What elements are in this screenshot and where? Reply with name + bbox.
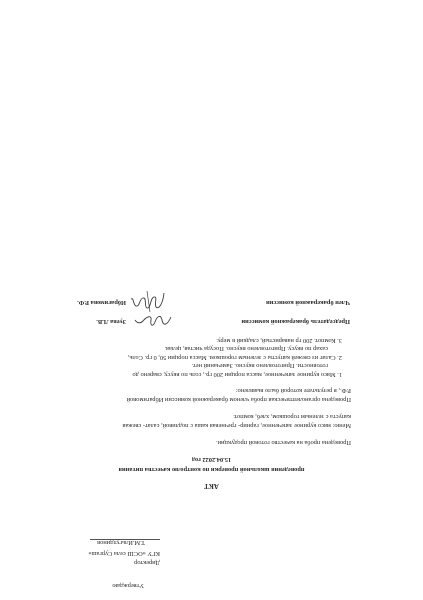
list-item-1-line-1: 1. Мясо куриное запеченное, масса порции 200 гр., соль по вкусу, сварено до	[132, 371, 342, 378]
list-item-2-line-2: сахар по вкусу. Приготовлено вкусно. Посуда чистая, целая.	[164, 345, 328, 352]
list-item-2-line-1: 2. Салат из свежей капусты с зеленым горошком. Масса порции 50, 0 гр. Соль,	[127, 354, 342, 361]
menu-line-1: Меню: мясо куриное запеченное, гарнир- гречневая каша с подливой, салат- свежая	[122, 422, 351, 429]
approval-label: Утверждаю	[112, 582, 144, 589]
list-item-3: 3. Компот. 200 гр наваристый, сладкий в меру.	[216, 337, 342, 344]
document-subtitle: проведения школьной проверки по контролю качества питания	[118, 466, 305, 473]
list-item-1-line-2: готовности. Приготовлено вкусно. Замечаний нет.	[191, 362, 328, 369]
paragraph-tasting-2: Р.Ф., в результате которой было выявлено:	[235, 387, 351, 394]
chairman-label: Председатель бракеражной комиссии	[241, 318, 350, 325]
member-name: Ибрагимова Р.Ф.	[77, 299, 126, 306]
member-signature	[128, 287, 168, 315]
member-label: Член бракеражной комиссии	[266, 299, 350, 306]
paragraph-sample: Проведена проба на качество готовой продукции.	[216, 439, 351, 446]
approval-position: Директор	[134, 559, 160, 566]
document-date: 15.04.2022 год	[191, 456, 232, 463]
approval-org: КГУ «ОСШ села Сургаш»	[88, 550, 160, 557]
approval-name: Т.М.Ильгулдинов	[97, 539, 145, 546]
document-title: АКТ	[204, 482, 219, 490]
menu-line-2: капуста с зеленым горошком, хлеб, компот.	[233, 413, 351, 420]
chairman-name: Зуева Л.В.	[96, 318, 126, 325]
paragraph-tasting-1: Проведена органолептическая проба членом бракеражной комиссии Ибрагимовой	[126, 396, 351, 403]
